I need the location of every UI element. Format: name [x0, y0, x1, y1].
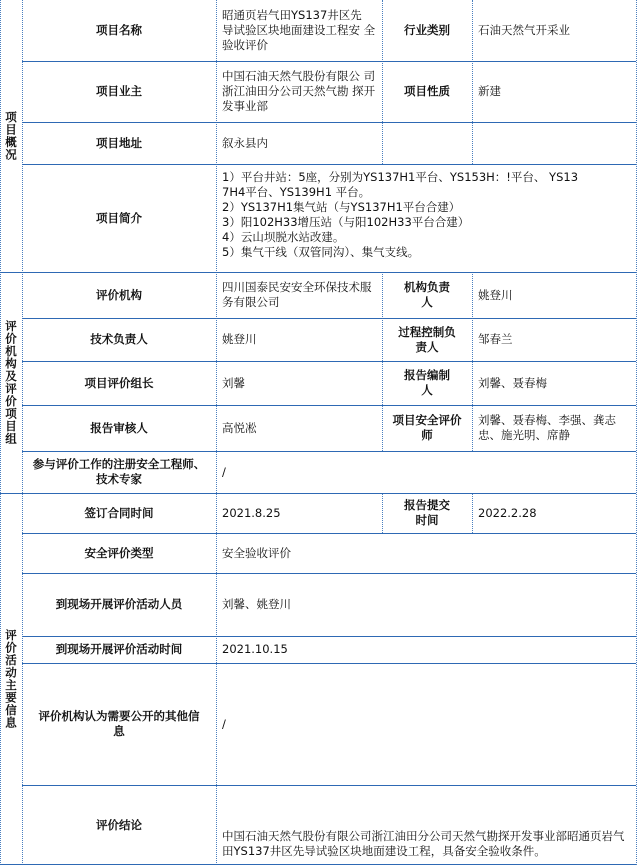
- report-writer-label: 报告编制人: [404, 368, 450, 397]
- industry-label: 行业类别: [404, 23, 450, 37]
- contract-date-label: 签订合同时间: [84, 505, 154, 520]
- conclusion-label: 评价结论: [96, 817, 142, 832]
- safety-assessor-value: 刘馨、聂春梅、李强、龚志忠、施光明、席静: [478, 413, 616, 442]
- other-info-value: /: [222, 716, 226, 731]
- agency-head-label: 机构负责人: [404, 280, 450, 309]
- intro-line: 3）阳102H33增压站（与阳102H33平台合建）: [222, 215, 470, 229]
- contract-date-value: 2021.8.25: [222, 505, 281, 520]
- report-reviewer-label: 报告审核人: [90, 420, 148, 435]
- eval-type-value: 安全验收评价: [222, 545, 291, 560]
- submit-date-label: 报告提交时间: [404, 498, 450, 527]
- project-name-label: 项目名称: [96, 23, 142, 37]
- submit-date-value: 2022.2.28: [478, 505, 537, 520]
- eval-type-label: 安全评价类型: [84, 545, 154, 560]
- project-name-value: 昭通页岩气田YS137井区先 导试验区块地面建设工程安 全验收评价: [222, 8, 376, 52]
- onsite-staff-label: 到现场开展评价活动人员: [55, 597, 183, 611]
- intro-line: 7H4平台、YS139H1 平台。: [222, 185, 371, 199]
- project-nature-label: 项目性质: [404, 84, 450, 98]
- team-leader-value: 刘馨: [222, 375, 245, 390]
- other-info-label: 评价机构认为需要公开的其他信息: [38, 709, 200, 738]
- intro-line: 2）YS137H1集气站（与YS137H1平台合建）: [222, 200, 461, 214]
- project-owner-value: 中国石油天然气股份有限公 司浙江油田分公司天然气勘 探开发事业部: [222, 69, 376, 113]
- intro-line: 5）集气干线（双管同沟）、集气支线。: [222, 245, 420, 259]
- report-reviewer-value: 高悦凇: [222, 420, 257, 435]
- safety-assessor-label: 项目安全评价师: [392, 413, 462, 442]
- project-owner-label: 项目业主: [96, 84, 142, 98]
- report-writer-value: 刘馨、聂春梅: [478, 375, 547, 390]
- conclusion-value: 中国石油天然气股份有限公司浙江油田分公司天然气勘探开发事业部昭通页岩气田YS137井区先导试验区块地面建设工程，具备安全验收条件。: [222, 829, 625, 858]
- project-intro-label: 项目简介: [96, 210, 142, 225]
- agency-label: 评价机构: [96, 287, 142, 302]
- project-nature-value: 新建: [478, 84, 501, 98]
- experts-value: /: [222, 464, 226, 479]
- section-activity-label: 评价活动主要信息: [4, 628, 18, 729]
- experts-label: 参与评价工作的注册安全工程师、技术专家: [32, 457, 206, 486]
- process-lead-value: 邹春兰: [478, 332, 513, 346]
- onsite-date-value: 2021.10.15: [222, 642, 288, 656]
- tech-lead-label: 技术负责人: [90, 332, 148, 346]
- onsite-date-label: 到现场开展评价活动时间: [55, 642, 183, 656]
- intro-line: 4）云山坝脱水站改建。: [222, 230, 345, 244]
- project-address-label: 项目地址: [96, 135, 142, 150]
- agency-value: 四川国泰民安安全环保技术服务有限公司: [222, 280, 372, 309]
- project-intro-value: [216, 164, 636, 272]
- table-border-right: [636, 0, 637, 865]
- intro-line: 1）平台井站：5座，分别为YS137H1平台、YS153H：!平台、 YS13: [222, 170, 579, 184]
- industry-value: 石油天然气开采业: [478, 23, 570, 37]
- tech-lead-value: 姚登川: [222, 332, 257, 346]
- project-address-value: 叙永县内: [222, 135, 268, 150]
- section-overview-label: 项目概况: [4, 111, 18, 161]
- process-lead-label: 过程控制负责人: [398, 324, 456, 354]
- onsite-staff-value: 刘馨、姚登川: [222, 597, 291, 611]
- team-leader-label: 项目评价组长: [84, 375, 154, 390]
- agency-head-value: 姚登川: [478, 287, 513, 302]
- section-org-label: 评价机构及评价项目组: [4, 320, 18, 445]
